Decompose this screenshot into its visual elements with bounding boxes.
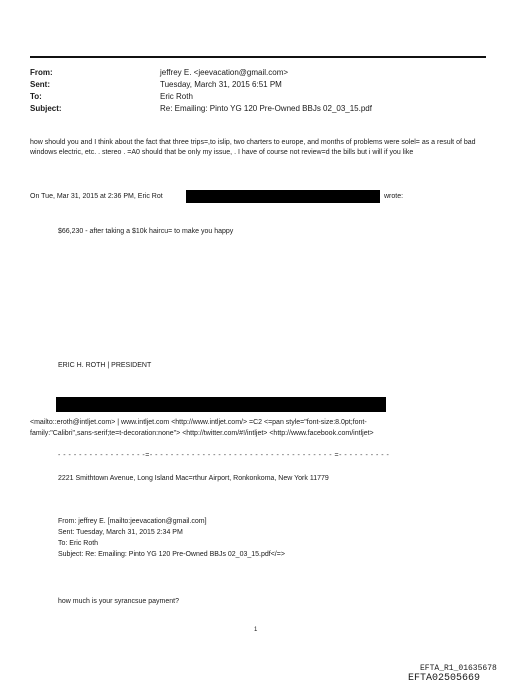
- dashed-separator: - - - - - - - - - - - - - - - - -=- - - - - - - - - - - - - - - - - - - - - - - - - - - - - - - - - - - =- - - - - - - - - -: [58, 452, 390, 459]
- redaction-bar: [56, 397, 386, 412]
- to-label: To:: [30, 92, 42, 101]
- redaction-bar: [186, 190, 380, 203]
- quoted-subject: Subject: Re: Emailing: Pinto YG 120 Pre-Owned BBJs 02_03_15.pdf</=>: [58, 551, 285, 558]
- sent-label: Sent:: [30, 80, 50, 89]
- quote-wrote: wrote:: [384, 193, 404, 200]
- links-line-1: <mailto::eroth@intljet.com> | www.intljet.com <http://www.intljet.com/> =C2 <=pan style="font-size:8.0pt;font-: [30, 419, 367, 426]
- quoted-from: From: jeffrey E. [mailto:jeevacation@gmail.com]: [58, 518, 207, 525]
- quoted-to: To: Eric Roth: [58, 540, 99, 547]
- from-label: From:: [30, 68, 53, 77]
- sent-value: Tuesday, March 31, 2015 6:51 PM: [160, 80, 282, 89]
- from-value: jeffrey E. <jeevacation@gmail.com>: [160, 68, 289, 77]
- bates-number-2: EFTA02505669: [408, 673, 481, 684]
- header-rule: [30, 56, 486, 58]
- signature-name: ERIC H. ROTH | PRESIDENT: [58, 362, 152, 369]
- closing-question: how much is your syrancsue payment?: [58, 598, 179, 605]
- subject-value: Re: Emailing: Pinto YG 120 Pre-Owned BBJs 02_03_15.pdf: [160, 104, 372, 113]
- address-line: 2221 Smithtown Avenue, Long Island Mac=rthur Airport, Ronkonkoma, New York 11779: [58, 475, 329, 482]
- page-number: 1: [254, 627, 258, 633]
- quoted-sent: Sent: Tuesday, March 31, 2015 2:34 PM: [58, 529, 183, 536]
- quote-intro: On Tue, Mar 31, 2015 at 2:36 PM, Eric Rot: [30, 193, 163, 200]
- to-value: Eric Roth: [160, 92, 193, 101]
- bates-number-1: EFTA_R1_01635678: [420, 664, 497, 673]
- amount-line: $66,230 - after taking a $10k haircu= to make you happy: [58, 228, 234, 235]
- links-line-2: family:"Calibri",sans-serif;te=t-decoration:none"> <http://twitter.com/#!/intljet> <http://www.facebook.com/intljet>: [30, 430, 374, 437]
- subject-label: Subject:: [30, 104, 62, 113]
- message-paragraph: how should you and I think about the fact that three trips=,to islip, two charters to europe, and months of problems were solel= as a result of bad windows electric, etc. . stereo . =A0 should that be only my issue, . I have of course not review=d the bills but i will if you like: [30, 139, 476, 156]
